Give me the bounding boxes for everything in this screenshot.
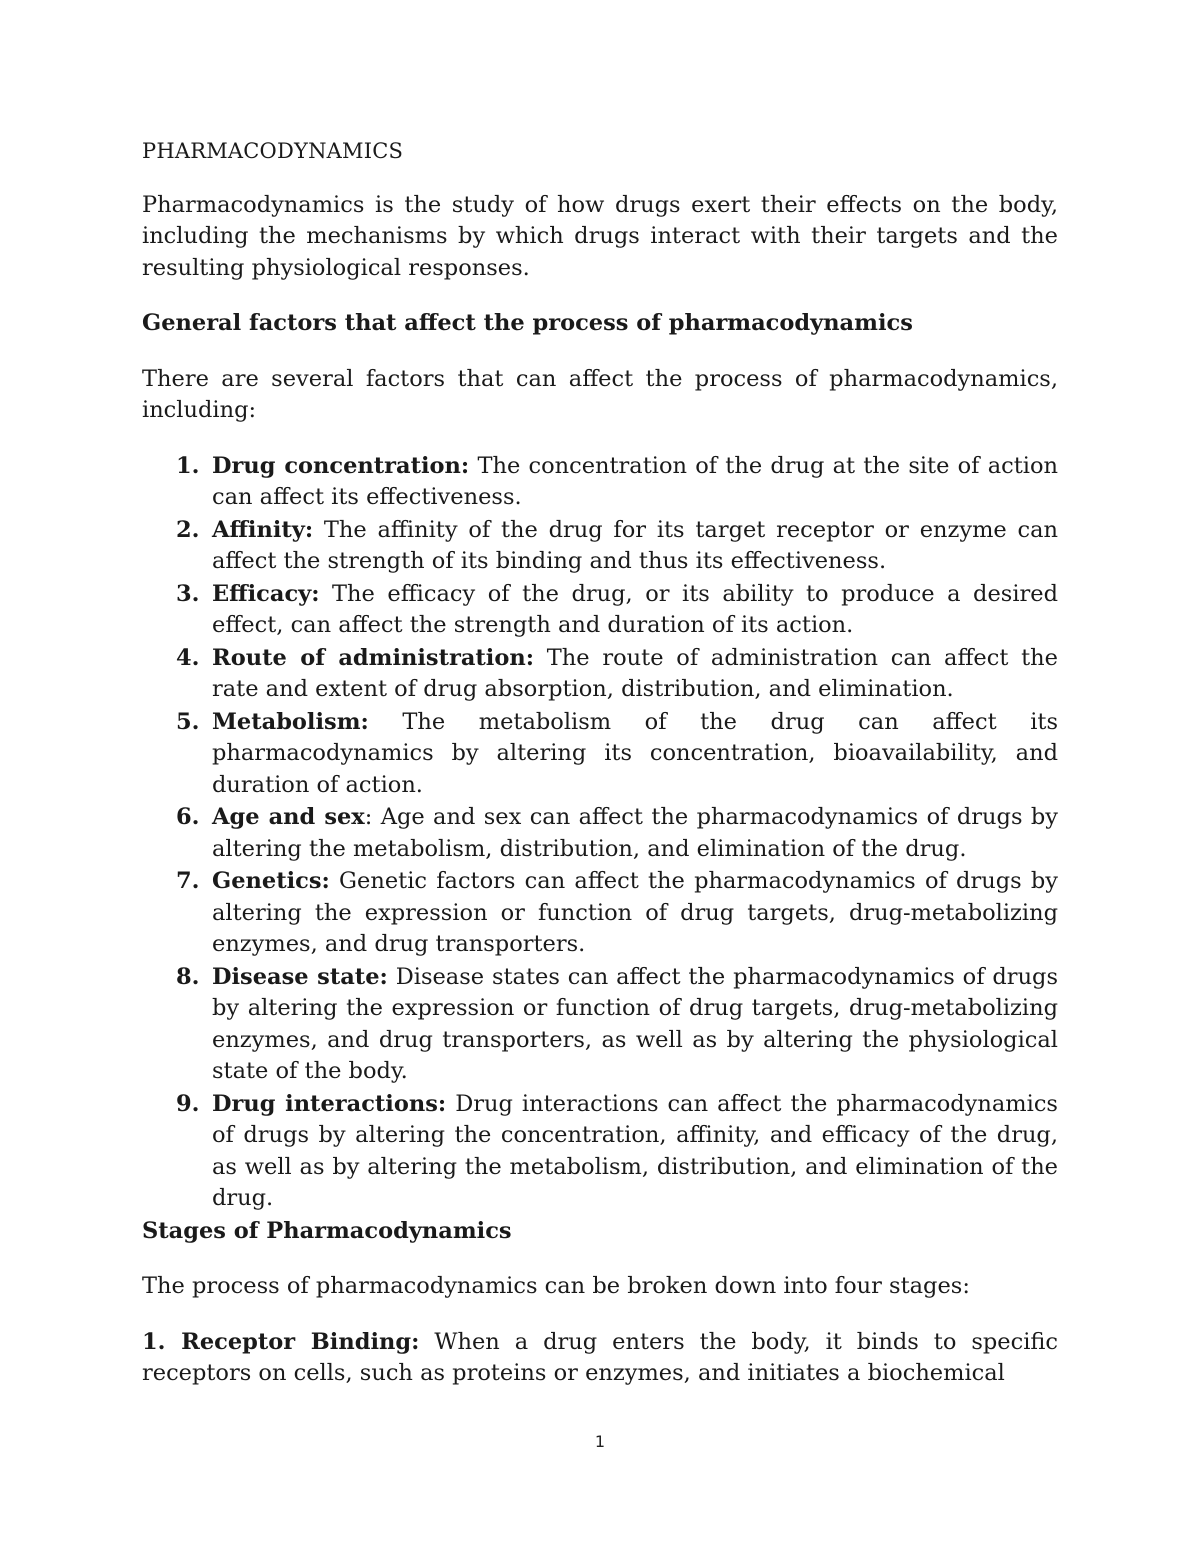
list-number: 7. [176, 868, 200, 894]
list-number: 8. [176, 963, 200, 990]
list-term: Efficacy: [212, 580, 320, 607]
factors-list [142, 451, 1058, 1215]
list-number: 4. [176, 644, 200, 671]
list-term: Route of administration: [212, 644, 535, 671]
list-term: Drug concentration: [212, 452, 470, 479]
stages-intro-paragraph: The process of pharmacodynamics can be broken down into four stages: [142, 1273, 970, 1299]
list-term: Disease state: [212, 963, 388, 990]
list-text: The efficacy of the drug, or its ability to produce a desired effect, can affect the strength and duration of its action. [212, 580, 1058, 638]
document-title: PHARMACODYNAMICS [142, 139, 404, 163]
list-text: Disease states can affect the pharmacodynamics of drugs by altering the expression or function of drug targets, drug-metabolizing enzymes, and drug transporters, as well as by altering the physiological state of the body. [212, 963, 1059, 1084]
list-number: 5. [176, 708, 200, 735]
stage-text: When a drug enters the body, it binds to specific receptors on cells, such as proteins or enzymes, and initiates a biochemical [142, 1328, 1058, 1386]
list-number: 9. [176, 1090, 200, 1117]
intro-paragraph: Pharmacodynamics is the study of how drugs exert their effects on the body, including the mechanisms by which drugs interact with their targets and the resulting physiological responses. [142, 191, 1058, 281]
list-item [142, 866, 1058, 961]
list-number: 2. [176, 516, 200, 543]
stage-paragraph [142, 1327, 1058, 1390]
list-item [142, 515, 1058, 578]
list-number: 6. [176, 804, 200, 830]
list-number: 3. [176, 580, 200, 607]
list-item [142, 1089, 1058, 1215]
list-text: The metabolism of the drug can affect its pharmacodynamics by altering its concentration, bioavailability, and duration of action. [212, 708, 1058, 798]
list-text: : Age and sex can affect the pharmacodynamics of drugs by altering the metabolism, distribution, and elimination of the drug. [212, 804, 1058, 862]
factors-heading: General factors that affect the process of pharmacodynamics [142, 310, 913, 336]
list-term: Metabolism: [212, 708, 369, 735]
list-item [142, 579, 1058, 642]
list-item [142, 643, 1058, 706]
page-number: 1 [594, 1432, 606, 1451]
list-text: Genetic factors can affect the pharmacodynamics of drugs by altering the expression or function of drug targets, drug-metabolizing enzymes, and drug transporters. [212, 868, 1058, 957]
list-text: Drug interactions can affect the pharmacodynamics of drugs by altering the concentration, affinity, and efficacy of the drug, as well as by altering the metabolism, distribution, and elimination of the drug. [212, 1090, 1058, 1211]
list-number: 1. [176, 452, 200, 479]
list-text: The concentration of the drug at the site of action can affect its effectiveness. [212, 452, 1058, 510]
list-term: Drug interactions: [212, 1090, 447, 1117]
list-item [142, 451, 1058, 514]
list-term: Genetics: [212, 868, 330, 894]
list-item [142, 802, 1058, 865]
list-item [142, 962, 1058, 1088]
document-page [142, 136, 1058, 1390]
factors-intro-paragraph: There are several factors that can affect the process of pharmacodynamics, including: [142, 365, 1058, 423]
list-text: The affinity of the drug for its target receptor or enzyme can affect the strength of its binding and thus its effectiveness. [212, 516, 1058, 574]
list-term: Affinity: [212, 516, 314, 543]
stage-term: 1. Receptor Binding: [142, 1328, 420, 1355]
list-term: Age and sex [212, 804, 365, 830]
stages-heading: Stages of Pharmacodynamics [142, 1217, 512, 1244]
list-item [142, 707, 1058, 802]
list-text: The route of administration can affect the rate and extent of drug absorption, distribution, and elimination. [212, 644, 1058, 702]
